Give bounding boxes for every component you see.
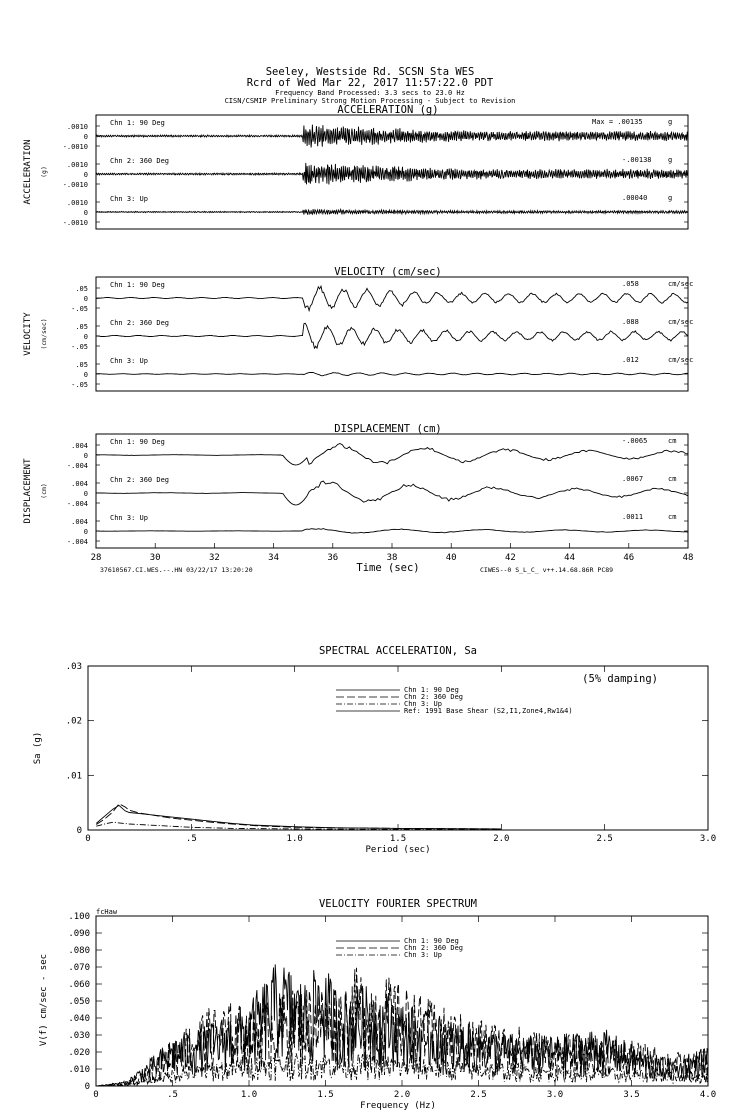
- channel-tick-neg: -.0010: [62, 219, 88, 227]
- channel-waveform: [96, 373, 688, 376]
- sa-legend-label: Chn 2: 360 Deg: [404, 693, 464, 701]
- channel-tick-neg: -.05: [71, 343, 88, 351]
- channel-waveform: [96, 444, 688, 465]
- sa-x-tick-label: 1.5: [389, 834, 407, 844]
- channel-tick-pos: .004: [71, 518, 88, 526]
- fs-y-tick-label: .060: [68, 980, 90, 990]
- header-station: Seeley, Westside Rd. SCSN Sta WES: [265, 66, 475, 78]
- sa-frame: [88, 666, 708, 830]
- time-axis: [91, 543, 694, 563]
- channel-tick-zero: 0: [83, 171, 88, 179]
- channel-peak-value: .00040: [622, 194, 648, 202]
- channel-peak-unit: cm/sec: [668, 318, 694, 326]
- fs-x-tick-label: 1.0: [240, 1090, 258, 1100]
- time-tick-label: 48: [682, 553, 694, 563]
- panel-title: VELOCITY (cm/sec): [334, 266, 442, 278]
- channel-peak-unit: g: [668, 118, 673, 126]
- channel-peak-value: Max = .00135: [592, 118, 643, 126]
- channel-name: Chn 3: Up: [110, 357, 148, 365]
- channel-peak-value: .0067: [622, 475, 644, 483]
- channel-tick-zero: 0: [83, 209, 88, 217]
- channel-peak-unit: cm/sec: [668, 280, 694, 288]
- fs-legend-label: Chn 2: 360 Deg: [404, 944, 464, 952]
- panel-yunit: (cm/sec): [40, 318, 48, 350]
- fs-corner-label: fcHaw: [96, 908, 118, 916]
- sa-y-tick-label: .03: [65, 662, 82, 672]
- channel-name: Chn 1: 90 Deg: [110, 281, 165, 289]
- channel-tick-pos: .004: [71, 442, 88, 450]
- time-tick-label: 44: [564, 553, 576, 563]
- channel-tick-pos: .0010: [66, 199, 88, 207]
- fs-x-tick-label: 3.0: [546, 1090, 564, 1100]
- velocity-fourier-chart: [39, 898, 716, 1111]
- channel-peak-value: .0011: [622, 513, 644, 521]
- sa-series-line: [96, 805, 501, 829]
- velocity-panel: [23, 266, 693, 391]
- channel-name: Chn 1: 90 Deg: [110, 119, 165, 127]
- fs-y-tick-label: 0: [84, 1082, 90, 1092]
- channel-tick-zero: 0: [83, 295, 88, 303]
- channel-tick-zero: 0: [83, 333, 88, 341]
- panel-title: DISPLACEMENT (cm): [334, 423, 442, 435]
- fs-legend-label: Chn 3: Up: [404, 951, 442, 959]
- channel-tick-pos: .0010: [66, 123, 88, 131]
- fs-x-tick-label: 2.5: [470, 1090, 487, 1100]
- displacement-panel: [23, 423, 688, 548]
- channel-tick-pos: .0010: [66, 161, 88, 169]
- footer-processing-id: CIWES--0 S_L_C_ v++.14.68.86R PC89: [480, 566, 614, 574]
- sa-x-tick-label: 2.5: [596, 834, 613, 844]
- sa-y-tick-label: 0: [76, 826, 82, 836]
- record-header: [225, 66, 516, 105]
- time-tick-label: 42: [504, 553, 516, 563]
- panel-ylabel: VELOCITY: [23, 312, 33, 356]
- channel-peak-value: .058: [622, 280, 639, 288]
- channel-tick-neg: -.0010: [62, 181, 88, 189]
- header-processing-note: CISN/CSMIP Preliminary Strong Motion Processing - Subject to Revision: [224, 97, 516, 105]
- sa-legend-label: Chn 3: Up: [404, 700, 442, 708]
- sa-x-label: Period (sec): [365, 845, 431, 855]
- sa-legend-label: Chn 1: 90 Deg: [404, 686, 459, 694]
- channel-waveform: [96, 286, 688, 310]
- panel-yunit: (cm): [40, 483, 48, 499]
- channel-name: Chn 2: 360 Deg: [110, 157, 170, 165]
- channel-tick-neg: -.004: [66, 500, 88, 508]
- channel-waveform: [96, 209, 688, 215]
- channel-name: Chn 2: 360 Deg: [110, 319, 170, 327]
- sa-legend-label: Ref: 1991 Base Shear (S2,I1,Zone4,Rw1&4): [404, 707, 573, 715]
- time-axis-label: Time (sec): [356, 562, 420, 574]
- channel-tick-pos: .05: [75, 361, 88, 369]
- channel-peak-unit: cm: [668, 437, 677, 445]
- fs-legend-label: Chn 1: 90 Deg: [404, 937, 459, 945]
- fs-title: VELOCITY FOURIER SPECTRUM: [318, 898, 478, 910]
- sa-y-label: Sa (g): [33, 731, 43, 765]
- channel-tick-neg: -.05: [71, 305, 88, 313]
- fs-y-tick-label: .010: [68, 1065, 90, 1075]
- fs-x-tick-label: 0: [93, 1090, 99, 1100]
- sa-x-tick-label: .5: [185, 834, 197, 844]
- panel-yunit: (g): [40, 166, 48, 178]
- header-frequency-band: Frequency Band Processed: 3.3 secs to 23.0 Hz: [275, 89, 465, 97]
- time-tick-label: 34: [268, 553, 280, 563]
- sa-title: SPECTRAL ACCELERATION, Sa: [318, 645, 478, 657]
- channel-tick-zero: 0: [83, 528, 88, 536]
- time-tick-label: 38: [386, 553, 398, 563]
- panel-title: ACCELERATION (g): [337, 104, 439, 116]
- fs-y-tick-label: .030: [68, 1031, 90, 1041]
- channel-peak-unit: cm: [668, 513, 677, 521]
- channel-tick-neg: -.004: [66, 538, 88, 546]
- panel-ylabel: DISPLACEMENT: [23, 458, 33, 524]
- time-tick-label: 40: [445, 553, 457, 563]
- fs-y-tick-label: .090: [68, 929, 90, 939]
- channel-waveform: [96, 125, 688, 148]
- fs-x-tick-label: .5: [167, 1090, 178, 1100]
- header-record-time: Rcrd of Wed Mar 22, 2017 11:57:22.0 PDT: [246, 77, 494, 89]
- footer-record-id: 37610567.CI.WES.--.HN 03/22/17 13:20:20: [100, 566, 253, 574]
- fs-y-tick-label: .050: [68, 997, 90, 1007]
- fs-x-tick-label: 4.0: [699, 1090, 717, 1100]
- channel-peak-value: .012: [622, 356, 639, 364]
- sa-x-tick-label: 3.0: [699, 834, 717, 844]
- channel-tick-pos: .004: [71, 480, 88, 488]
- fs-y-label: V(f) cm/sec - sec: [39, 953, 49, 1047]
- channel-tick-neg: -.0010: [62, 143, 88, 151]
- fs-y-tick-label: .040: [68, 1014, 90, 1024]
- sa-damping-note: (5% damping): [582, 673, 658, 685]
- channel-tick-pos: .05: [75, 285, 88, 293]
- channel-name: Chn 3: Up: [110, 514, 148, 522]
- sa-y-tick-label: .01: [65, 771, 82, 782]
- channel-name: Chn 3: Up: [110, 195, 148, 203]
- fs-x-tick-label: 3.5: [623, 1090, 640, 1100]
- channel-tick-neg: -.05: [71, 381, 88, 389]
- fs-x-tick-label: 1.5: [317, 1090, 334, 1100]
- fs-x-tick-label: 2.0: [393, 1090, 411, 1100]
- fs-y-tick-label: .100: [68, 912, 90, 922]
- channel-name: Chn 2: 360 Deg: [110, 476, 170, 484]
- fs-x-label: Frequency (Hz): [360, 1101, 436, 1111]
- channel-tick-neg: -.004: [66, 462, 88, 470]
- channel-tick-zero: 0: [83, 452, 88, 460]
- channel-peak-unit: cm/sec: [668, 356, 694, 364]
- channel-waveform: [96, 323, 688, 348]
- channel-tick-zero: 0: [83, 490, 88, 498]
- time-tick-label: 30: [149, 553, 161, 563]
- channel-peak-unit: cm: [668, 475, 677, 483]
- time-tick-label: 28: [90, 553, 102, 563]
- channel-peak-value: -.0065: [622, 437, 648, 445]
- channel-tick-pos: .05: [75, 323, 88, 331]
- sa-x-tick-label: 2.0: [493, 834, 510, 844]
- channel-waveform: [96, 481, 688, 505]
- sa-x-tick-label: 1.0: [286, 834, 303, 844]
- sa-x-tick-label: 0: [85, 834, 91, 844]
- channel-peak-value: -.00138: [622, 156, 652, 164]
- fs-y-tick-label: .070: [68, 963, 90, 973]
- fs-y-tick-label: .020: [68, 1048, 90, 1058]
- channel-tick-zero: 0: [83, 133, 88, 141]
- time-tick-label: 32: [208, 553, 220, 563]
- channel-peak-unit: g: [668, 156, 673, 164]
- sa-series-line: [96, 804, 501, 829]
- spectral-acceleration-chart: [33, 645, 716, 855]
- acceleration-panel: [23, 104, 688, 229]
- channel-waveform: [96, 163, 688, 185]
- fs-y-tick-label: .080: [68, 946, 90, 956]
- channel-name: Chn 1: 90 Deg: [110, 438, 165, 446]
- time-tick-label: 46: [623, 553, 635, 563]
- channel-peak-unit: g: [668, 194, 673, 202]
- channel-waveform: [96, 529, 688, 534]
- channel-peak-value: .088: [622, 318, 639, 326]
- channel-tick-zero: 0: [83, 371, 88, 379]
- panel-ylabel: ACCELERATION: [23, 139, 33, 205]
- sa-y-tick-label: .02: [65, 716, 82, 727]
- time-tick-label: 36: [327, 553, 339, 563]
